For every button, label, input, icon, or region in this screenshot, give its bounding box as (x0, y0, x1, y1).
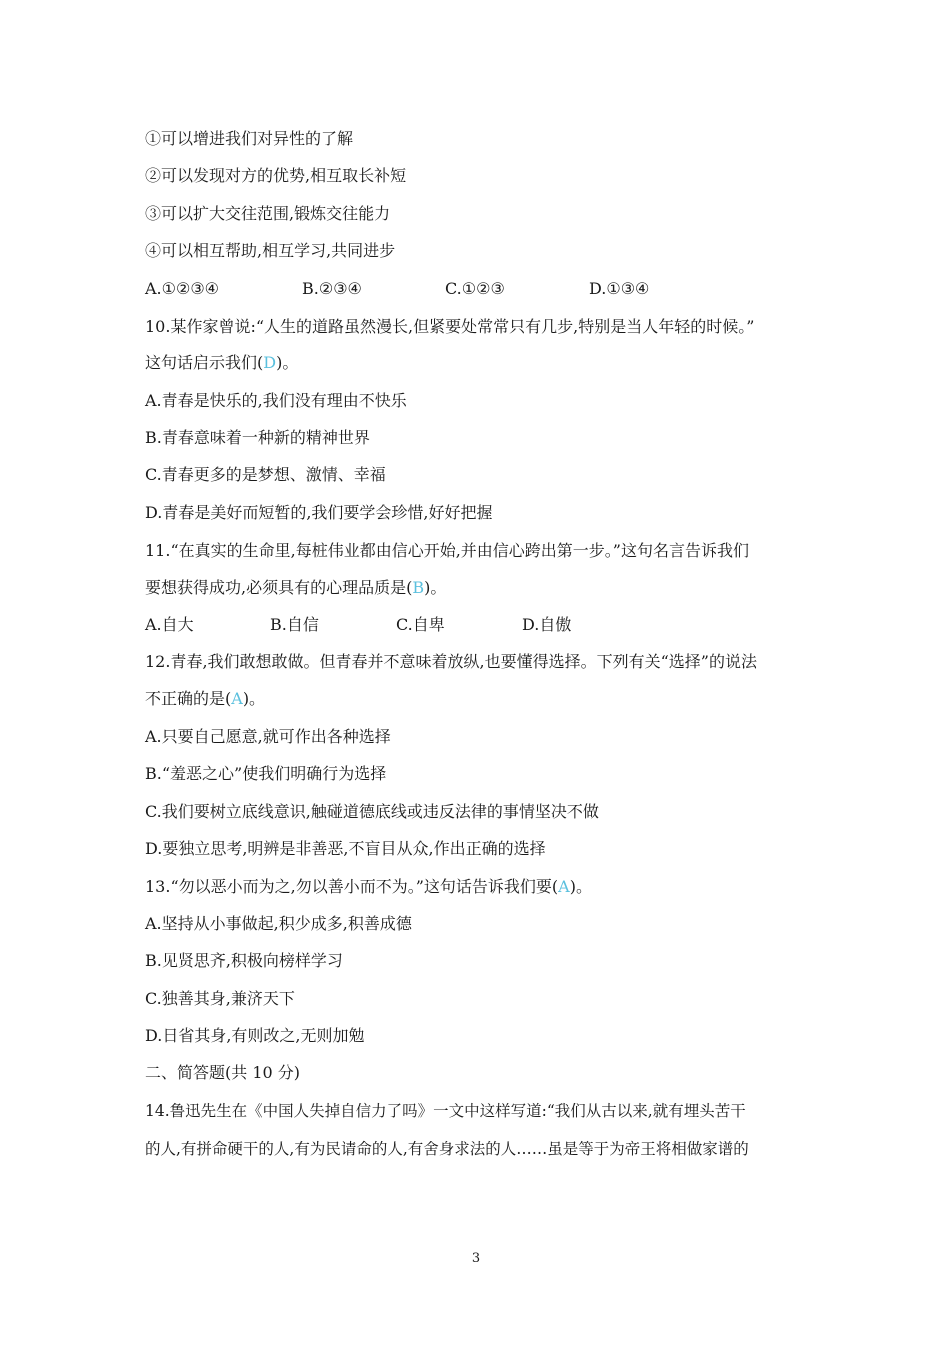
q14-stem-line-1: 14.鲁迅先生在《中国人失掉自信力了吗》一文中这样写道:“我们从古以来,就有埋头苦干 (145, 1102, 746, 1120)
q12-stem-line-1: 12.青春,我们敢想敢做。但青春并不意味着放纵,也要懂得选择。下列有关“选择”的说法 (145, 652, 757, 671)
q13-stem-suffix: )。 (569, 877, 592, 896)
q11-answer: B (412, 578, 425, 597)
q9-option-b: B.②③④ (302, 279, 362, 298)
page-number: 3 (471, 1251, 481, 1266)
q13-stem-prefix: 13.“勿以恶小而为之,勿以善小而不为。”这句话告诉我们要( (145, 877, 559, 896)
q9-option-a: A.①②③④ (145, 279, 220, 298)
q11-stem-line-2 (145, 578, 446, 598)
q10-answer: D (263, 353, 277, 372)
q10-option-d: D.青春是美好而短暂的,我们要学会珍惜,好好把握 (145, 503, 493, 522)
q13-option-b: B.见贤思齐,积极向榜样学习 (145, 951, 343, 970)
q12-option-c: C.我们要树立底线意识,触碰道德底线或违反法律的事情坚决不做 (145, 802, 599, 821)
q9-item-1: ①可以增进我们对异性的了解 (145, 129, 354, 148)
section-heading-short-answer: 二、简答题(共 10 分) (145, 1063, 301, 1082)
q14-stem-line-2: 的人,有拼命硬干的人,有为民请命的人,有舍身求法的人……虽是等于为帝王将相做家谱的 (145, 1140, 749, 1158)
q13-option-a: A.坚持从小事做起,积少成多,积善成德 (145, 914, 412, 933)
q12-option-d: D.要独立思考,明辨是非善恶,不盲目从众,作出正确的选择 (145, 839, 546, 858)
q11-option-b: B.自信 (270, 615, 319, 634)
q11-stem-line-1: 11.“在真实的生命里,每桩伟业都由信心开始,并由信心跨出第一步。”这句名言告诉我们 (145, 541, 749, 560)
q9-option-c: C.①②③ (445, 279, 505, 298)
q12-answer: A (231, 689, 243, 708)
q13-option-d: D.日省其身,有则改之,无则加勉 (145, 1026, 365, 1045)
q11-option-c: C.自卑 (396, 615, 445, 634)
q12-option-b: B.“羞恶之心”使我们明确行为选择 (145, 764, 387, 783)
q10-stem-prefix: 这句话启示我们( (145, 353, 264, 372)
q13-option-c: C.独善其身,兼济天下 (145, 989, 295, 1008)
q10-stem-suffix: )。 (276, 353, 299, 372)
q9-item-4: ④可以相互帮助,相互学习,共同进步 (145, 241, 396, 260)
q10-option-a: A.青春是快乐的,我们没有理由不快乐 (145, 391, 407, 410)
q9-option-d: D.①③④ (589, 279, 650, 298)
q12-stem-suffix: )。 (242, 689, 266, 708)
q10-stem-line-1: 10.某作家曾说:“人生的道路虽然漫长,但紧要处常常只有几步,特别是当人年轻的时候。” (145, 317, 755, 336)
q9-item-2: ②可以发现对方的优势,相互取长补短 (145, 166, 407, 185)
q10-option-b: B.青春意味着一种新的精神世界 (145, 428, 370, 447)
q11-stem-suffix: )。 (424, 578, 447, 597)
q12-option-a: A.只要自己愿意,就可作出各种选择 (145, 727, 391, 746)
q10-stem-line-2 (145, 353, 298, 373)
q9-item-3: ③可以扩大交往范围,锻炼交往能力 (145, 204, 391, 223)
q11-option-a: A.自大 (145, 615, 194, 634)
q13-stem-line-1 (145, 877, 592, 897)
q10-option-c: C.青春更多的是梦想、激情、幸福 (145, 465, 386, 484)
q11-option-d: D.自傲 (522, 615, 572, 634)
q13-answer: A (558, 877, 570, 896)
q11-stem-prefix: 要想获得成功,必须具有的心理品质是( (145, 578, 413, 597)
q12-stem-line-2 (145, 689, 265, 709)
q12-stem-prefix: 不正确的是( (145, 689, 232, 708)
